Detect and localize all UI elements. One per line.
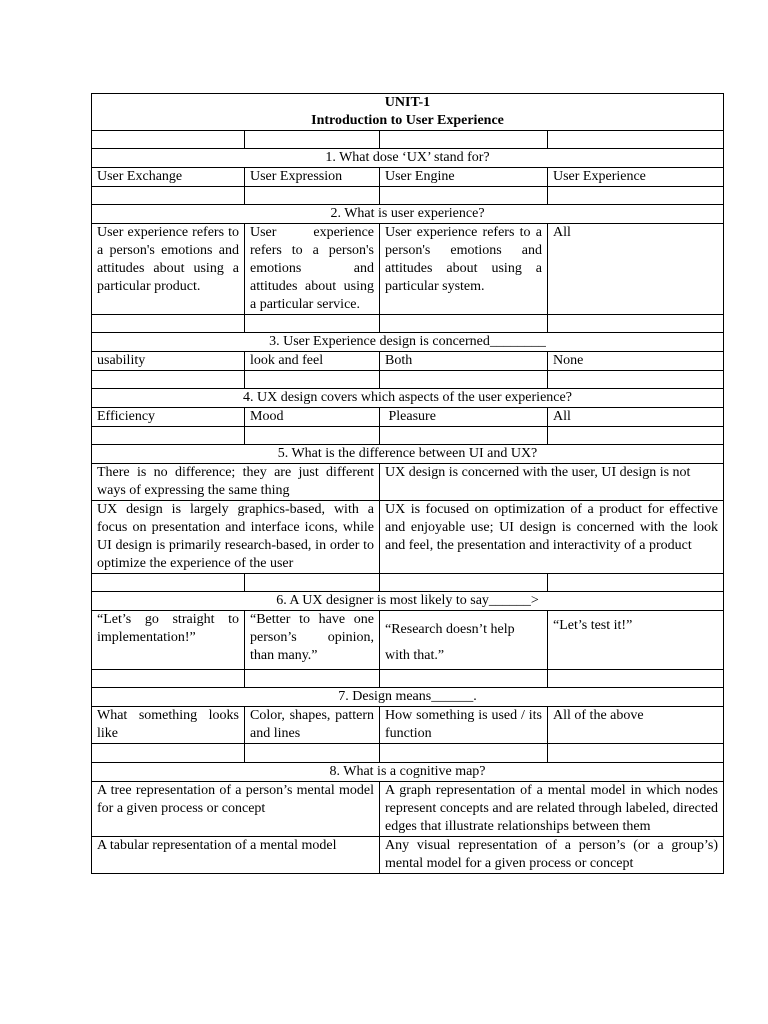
question-text: 1. What dose ‘UX’ stand for? [92,149,724,168]
option-b: look and feel [245,352,380,371]
option-d: All [548,224,724,315]
option-a: What something looks like [92,707,245,744]
option-c: User experience refers to a person's emotions and attitudes about using a particular system. [380,224,548,315]
blank-row [92,187,724,205]
options-row [92,782,724,837]
option-d: User Experience [548,168,724,187]
option-c: UX design is largely graphics-based, with a focus on presentation and interface icons, while UI design is primarily research-based, in order to optimize the experience of the user [92,501,380,574]
unit-header-row [92,94,724,131]
question-row [92,149,724,168]
option-a: There is no difference; they are just different ways of expressing the same thing [92,464,380,501]
options-row [92,408,724,427]
option-d: All of the above [548,707,724,744]
document-title: Introduction to User Experience [311,113,504,128]
option-a: A tree representation of a person’s mental model for a given process or concept [92,782,380,837]
option-d: All [548,408,724,427]
blank-row [92,427,724,445]
option-a: Efficiency [92,408,245,427]
question-text: 7. Design means______. [92,688,724,707]
options-row [92,501,724,574]
option-b: “Better to have one person’s opinion, than many.” [245,611,380,670]
question-text: 8. What is a cognitive map? [92,763,724,782]
question-text: 5. What is the difference between UI and UX? [92,445,724,464]
question-text: 6. A UX designer is most likely to say______> [92,592,724,611]
question-text: 2. What is user experience? [92,205,724,224]
option-c: “Research doesn’t help with that.” [380,611,548,670]
blank-row [92,670,724,688]
options-row [92,168,724,187]
option-b: Mood [245,408,380,427]
blank-row [92,744,724,763]
option-a: usability [92,352,245,371]
options-row [92,837,724,874]
option-b: UX design is concerned with the user, UI design is not [380,464,724,501]
question-text: 4. UX design covers which aspects of the user experience? [92,389,724,408]
question-row [92,445,724,464]
question-row [92,688,724,707]
question-row [92,763,724,782]
option-c: Both [380,352,548,371]
option-c: User Engine [380,168,548,187]
options-row [92,611,724,670]
blank-row [92,574,724,592]
option-b: User experience refers to a person's emotions and attitudes about using a particular service. [245,224,380,315]
option-a: “Let’s go straight to implementation!” [92,611,245,670]
blank-row [92,315,724,333]
question-text: 3. User Experience design is concerned________ [92,333,724,352]
option-b: User Expression [245,168,380,187]
options-row [92,224,724,315]
question-row [92,205,724,224]
options-row [92,352,724,371]
option-b: A graph representation of a mental model in which nodes represent concepts and are related through labeled, directed edges that illustrate relationships between them [380,782,724,837]
option-c: How something is used / its function [380,707,548,744]
option-d: Any visual representation of a person’s (or a group’s) mental model for a given process or concept [380,837,724,874]
blank-row [92,131,724,149]
options-row [92,464,724,501]
option-d: “Let’s test it!” [548,611,724,670]
option-c: Pleasure [380,408,548,427]
blank-row [92,371,724,389]
question-row [92,333,724,352]
option-a: User Exchange [92,168,245,187]
unit-label: UNIT-1 [384,95,431,110]
question-row [92,389,724,408]
option-c: A tabular representation of a mental model [92,837,380,874]
unit-header [92,94,724,131]
option-d: UX is focused on optimization of a product for effective and enjoyable use; UI design is concerned with the look and feel, the presentation and interactivity of a product [380,501,724,574]
option-d: None [548,352,724,371]
question-row [92,592,724,611]
options-row [92,707,724,744]
option-b: Color, shapes, pattern and lines [245,707,380,744]
mcq-table [91,93,724,874]
option-a: User experience refers to a person's emotions and attitudes about using a particular product. [92,224,245,315]
